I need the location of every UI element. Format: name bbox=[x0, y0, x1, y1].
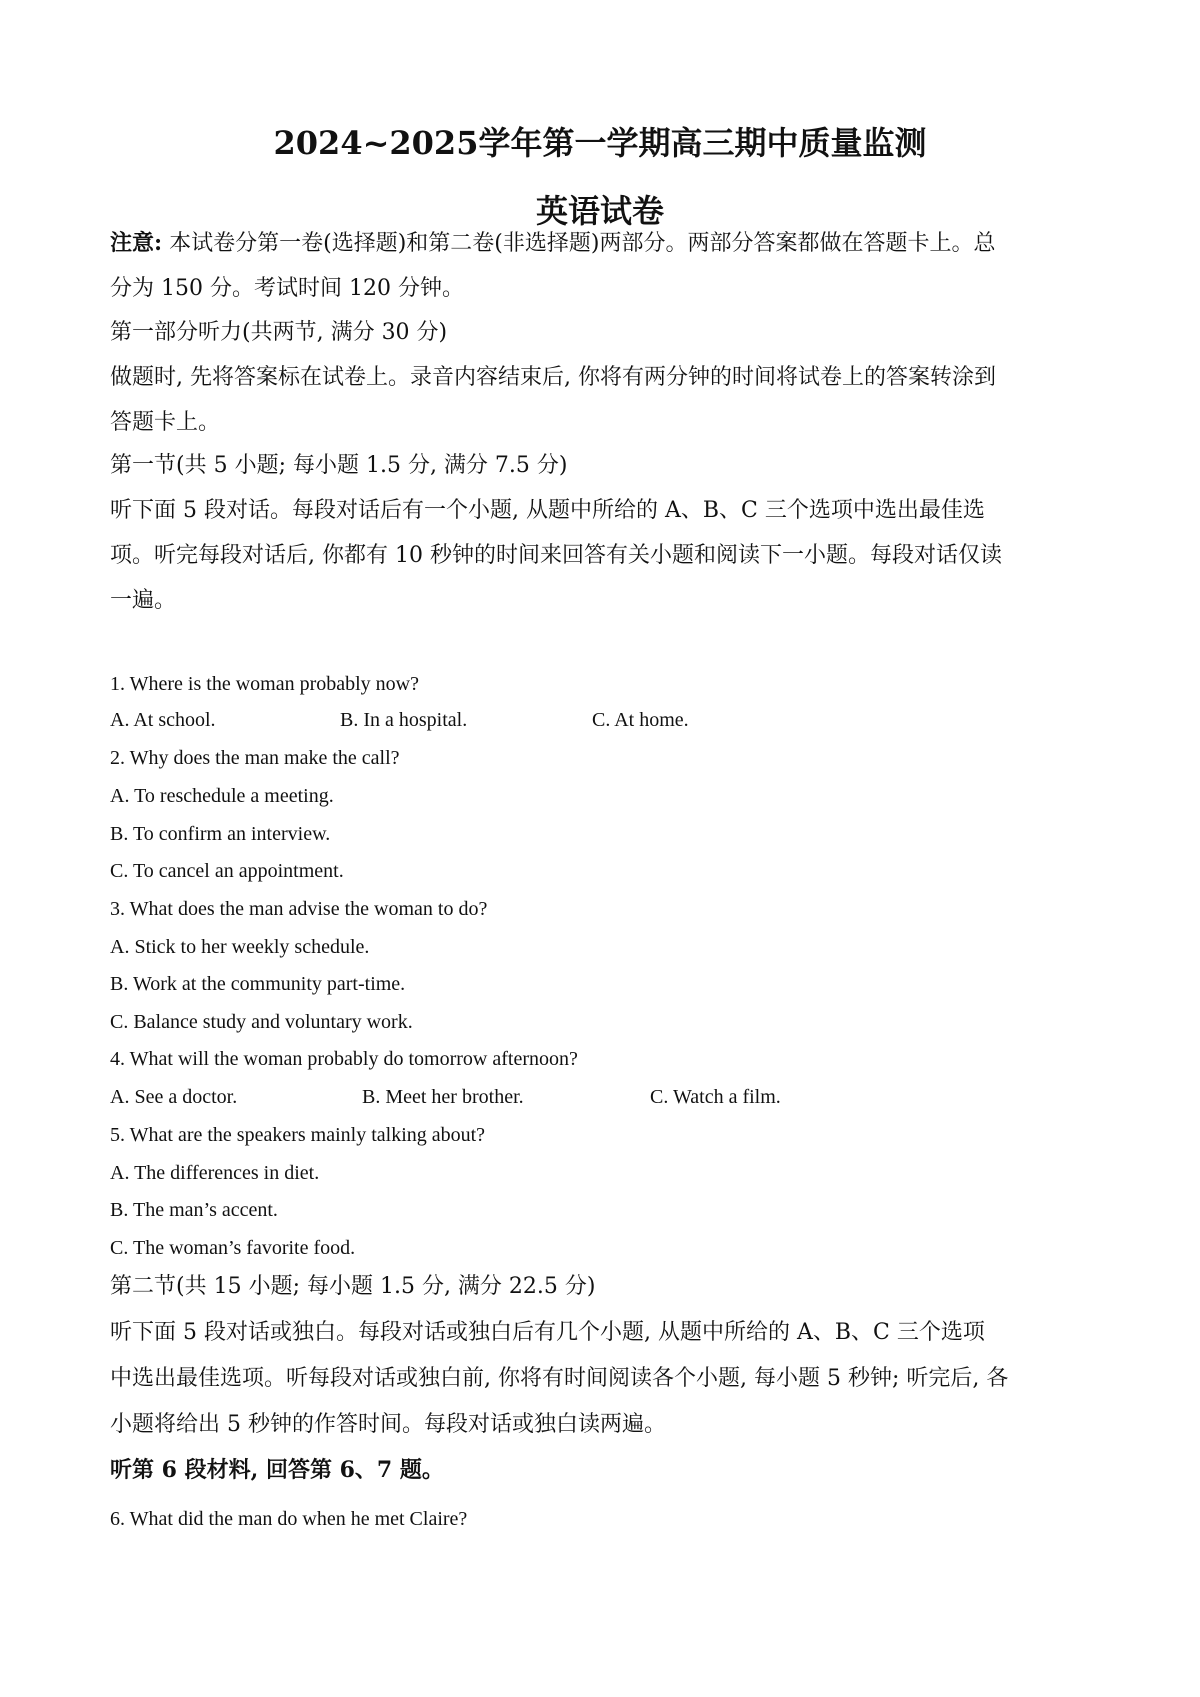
question-5-option-b: B. The man’s accent. bbox=[110, 1199, 278, 1221]
question-2-option-c: C. To cancel an appointment. bbox=[110, 860, 344, 882]
section2-instructions-2: 中选出最佳选项。听每段对话或独白前, 你将有时间阅读各个小题, 每小题 5 秒钟; 听完后, 各 bbox=[110, 1366, 1009, 1391]
question-6-stem: 6. What did the man do when he met Claire? bbox=[110, 1508, 468, 1530]
section1-instructions-3: 一遍。 bbox=[110, 588, 177, 613]
question-2-option-b: B. To confirm an interview. bbox=[110, 823, 331, 845]
notice-line-1 bbox=[110, 220, 1100, 267]
exam-subtitle: 英语试卷 bbox=[535, 192, 664, 230]
question-2-option-a: A. To reschedule a meeting. bbox=[110, 785, 334, 807]
question-1-options bbox=[110, 706, 1110, 734]
section1-instructions-2: 项。听完每段对话后, 你都有 10 秒钟的时间来回答有关小题和阅读下一小题。每段对话仅读 bbox=[110, 543, 1002, 568]
section2-instructions-3: 小题将给出 5 秒钟的作答时间。每段对话或独白读两遍。 bbox=[110, 1412, 666, 1437]
question-5-option-a: A. The differences in diet. bbox=[110, 1162, 320, 1184]
question-4-option-c: C. Watch a film. bbox=[650, 1086, 781, 1108]
notice-text-1: 本试卷分第一卷(选择题)和第二卷(非选择题)两部分。两部分答案都做在答题卡上。总 bbox=[169, 231, 996, 256]
question-1-option-c: C. At home. bbox=[592, 709, 689, 731]
section1-heading: 第一节(共 5 小题; 每小题 1.5 分, 满分 7.5 分) bbox=[110, 453, 568, 478]
notice-label: 注意: bbox=[110, 230, 163, 256]
part1-instructions-1: 做题时, 先将答案标在试卷上。录音内容结束后, 你将有两分钟的时间将试卷上的答案转涂到 bbox=[110, 365, 996, 390]
question-3-option-b: B. Work at the community part-time. bbox=[110, 973, 406, 995]
question-5-option-c: C. The woman’s favorite food. bbox=[110, 1237, 356, 1259]
question-4-options bbox=[110, 1083, 1110, 1111]
question-4-option-b: B. Meet her brother. bbox=[362, 1086, 524, 1108]
part1-heading: 第一部分听力(共两节, 满分 30 分) bbox=[110, 320, 448, 345]
question-3-stem: 3. What does the man advise the woman to do? bbox=[110, 898, 488, 920]
question-1-option-b: B. In a hospital. bbox=[340, 709, 468, 731]
question-3-option-a: A. Stick to her weekly schedule. bbox=[110, 936, 370, 958]
exam-title: 2024~2025学年第一学期高三期中质量监测 bbox=[273, 124, 927, 162]
question-3-option-c: C. Balance study and voluntary work. bbox=[110, 1011, 413, 1033]
section2-instructions-1: 听下面 5 段对话或独白。每段对话或独白后有几个小题, 从题中所给的 A、B、C 三个选项 bbox=[110, 1320, 985, 1345]
material-6-heading: 听第 6 段材料, 回答第 6、7 题。 bbox=[110, 1457, 444, 1483]
section2-heading: 第二节(共 15 小题; 每小题 1.5 分, 满分 22.5 分) bbox=[110, 1274, 596, 1299]
notice-line-2: 分为 150 分。考试时间 120 分钟。 bbox=[110, 276, 464, 301]
question-4-option-a: A. See a doctor. bbox=[110, 1086, 238, 1108]
question-5-stem: 5. What are the speakers mainly talking about? bbox=[110, 1124, 486, 1146]
question-2-stem: 2. Why does the man make the call? bbox=[110, 747, 400, 769]
question-4-stem: 4. What will the woman probably do tomorrow afternoon? bbox=[110, 1048, 578, 1070]
question-1-stem: 1. Where is the woman probably now? bbox=[110, 673, 419, 695]
section1-instructions-1: 听下面 5 段对话。每段对话后有一个小题, 从题中所给的 A、B、C 三个选项中选出最佳选 bbox=[110, 498, 985, 523]
part1-instructions-2: 答题卡上。 bbox=[110, 410, 221, 435]
question-1-option-a: A. At school. bbox=[110, 709, 216, 731]
